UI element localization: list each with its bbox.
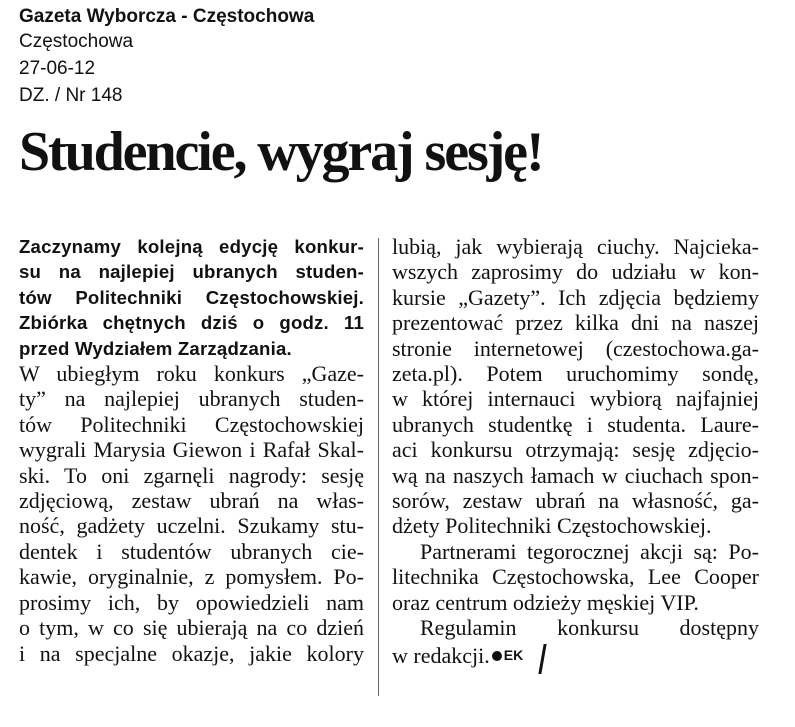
lead-line: tów Politechniki Częstochowskiej. [19,286,364,308]
body-line: dżety Politechniki Częstochowskiej. [392,513,712,539]
body-line: wą na naszych łamach w ciuchach spon- [392,462,759,488]
body-line: kawie, oryginalnie, z pomysłem. Po- [19,564,364,590]
body-line: wszych zaprosimy do udziału w kon- [392,259,759,285]
clipping-date: 27-06-12 [19,58,96,79]
body-line: oraz centrum odzieży męskiej VIP. [392,589,699,615]
body-line: ność, gadżety uczelni. Szukamy stu- [19,513,364,539]
article-column-left [19,234,364,666]
body-line: zdjęciową, zestaw ubrań na włas- [19,488,364,514]
body-line: Partnerami tegorocznej akcji są: Po- [420,538,759,564]
body-line: sorów, zestaw ubrań na własność, ga- [392,488,759,514]
bullet-dot-icon [492,651,502,661]
body-line: lubią, jak wybierają ciuchy. Najcieka- [392,234,759,259]
author-badge [492,643,523,668]
body-line: Regulamin konkursu dostępny [420,615,759,641]
clipping-issue: DZ. / Nr 148 [19,85,123,106]
body-line: kursie „Gazety”. Ich zdjęcia będziemy [392,284,759,310]
article-headline: Studencie, wygraj sesję! [19,121,543,183]
end-mark-icon [539,644,547,674]
closing-text: w redakcji. [392,642,490,668]
lead-line: su na najlepiej ubranych studen- [19,261,364,283]
author-initials: EK [503,646,524,663]
body-line: ubranych studentkę i studenta. Laure- [392,411,759,437]
body-line: i na specjalne okazje, jakie kolory [19,640,364,666]
lead-line: przed Wydziałem Zarządzania. [19,337,292,359]
body-line: prezentować przez kilka dni na naszej [392,310,759,336]
lead-line: Zaczynamy kolejną edycję konkur- [19,236,364,257]
body-line: W ubiegłym roku konkurs „Gaze- [19,361,364,387]
closing-line [392,641,544,671]
body-line: dentek i studentów ubranych cie- [19,538,364,564]
article-column-right [392,234,759,671]
body-line: aci konkursu otrzymają: sesję zdjęcio- [392,437,759,463]
body-line: w której internauci wybiorą najfajniej [392,386,759,412]
body-line: stronie internetowej (czestochowa.ga- [392,335,759,361]
body-line: zeta.pl). Potem uruchomimy sondę, [392,361,759,387]
body-line: tów Politechniki Częstochowskiej [19,411,364,437]
lead-line: Zbiórka chętnych dziś o godz. 11 [19,312,364,334]
body-line: litechnika Częstochowska, Lee Cooper [392,564,759,590]
body-line: wygrali Marysia Giewon i Rafał Skal- [19,437,364,463]
body-line: ty” na najlepiej ubranych studen- [19,386,364,412]
clipping-city: Częstochowa [19,31,134,52]
body-line: o tym, w co się ubierają na co dzień [19,615,364,641]
body-line: prosimy ich, by opowiedzieli nam [19,589,364,615]
body-line: ski. To oni zgarnęli nagrody: sesję [19,462,364,488]
column-divider [378,238,379,696]
clipping-publication: Gazeta Wyborcza - Częstochowa [19,6,315,27]
